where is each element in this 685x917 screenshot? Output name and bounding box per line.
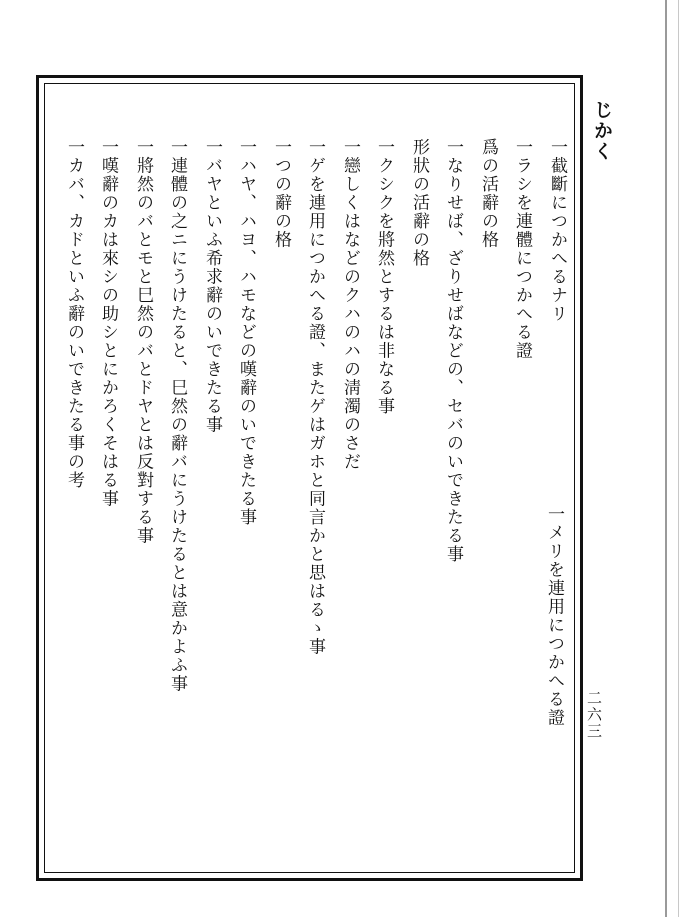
toc-entry: 一ゲを連用につかへる證、またゲはガホと同言かと思はるゝ事 [305, 138, 325, 656]
toc-entry: 一バヤといふ希求辭のいできたる事 [202, 138, 222, 434]
toc-entry: 一つの辭の格 [271, 138, 291, 249]
toc-entry-lower: 一メリを連用につかへる證 [544, 505, 564, 727]
toc-entry: 一截斷につかへるナリ [547, 138, 567, 323]
toc-entry: 一將然のバとモと巳然のバとドヤとは反對する事 [133, 138, 153, 545]
toc-entry: 一戀しくはなどのクハのハの淸濁のさだ [340, 138, 360, 471]
toc-entry: 形狀の活辭の格 [409, 138, 429, 268]
toc-entry: 一カバ、カドといふ辭のいできたる事の考 [64, 138, 84, 490]
toc-entry: 一クシクを將然とするは非なる事 [374, 138, 394, 416]
page-number: 二六三 [585, 690, 603, 740]
toc-entry: 一ハヤ、ハヨ、ハモなどの嘆辭のいできたる事 [236, 138, 256, 527]
running-header: じかく [591, 100, 613, 162]
page-edge-line [665, 0, 667, 917]
page-edge-line-outer [678, 0, 679, 917]
toc-entry: 爲の活辭の格 [478, 138, 498, 249]
toc-entry: 一なりせば、ざりせばなどの、セバのいできたる事 [443, 138, 463, 564]
toc-entry: 一嘆辭のカは來シの助シとにかろくそはる事 [98, 138, 118, 508]
toc-entry: 一連體の之ニにうけたると、巳然の辭バにうけたるとは意かよふ事 [167, 138, 187, 693]
toc-entry: 一ラシを連體につかへる證 [512, 138, 532, 360]
